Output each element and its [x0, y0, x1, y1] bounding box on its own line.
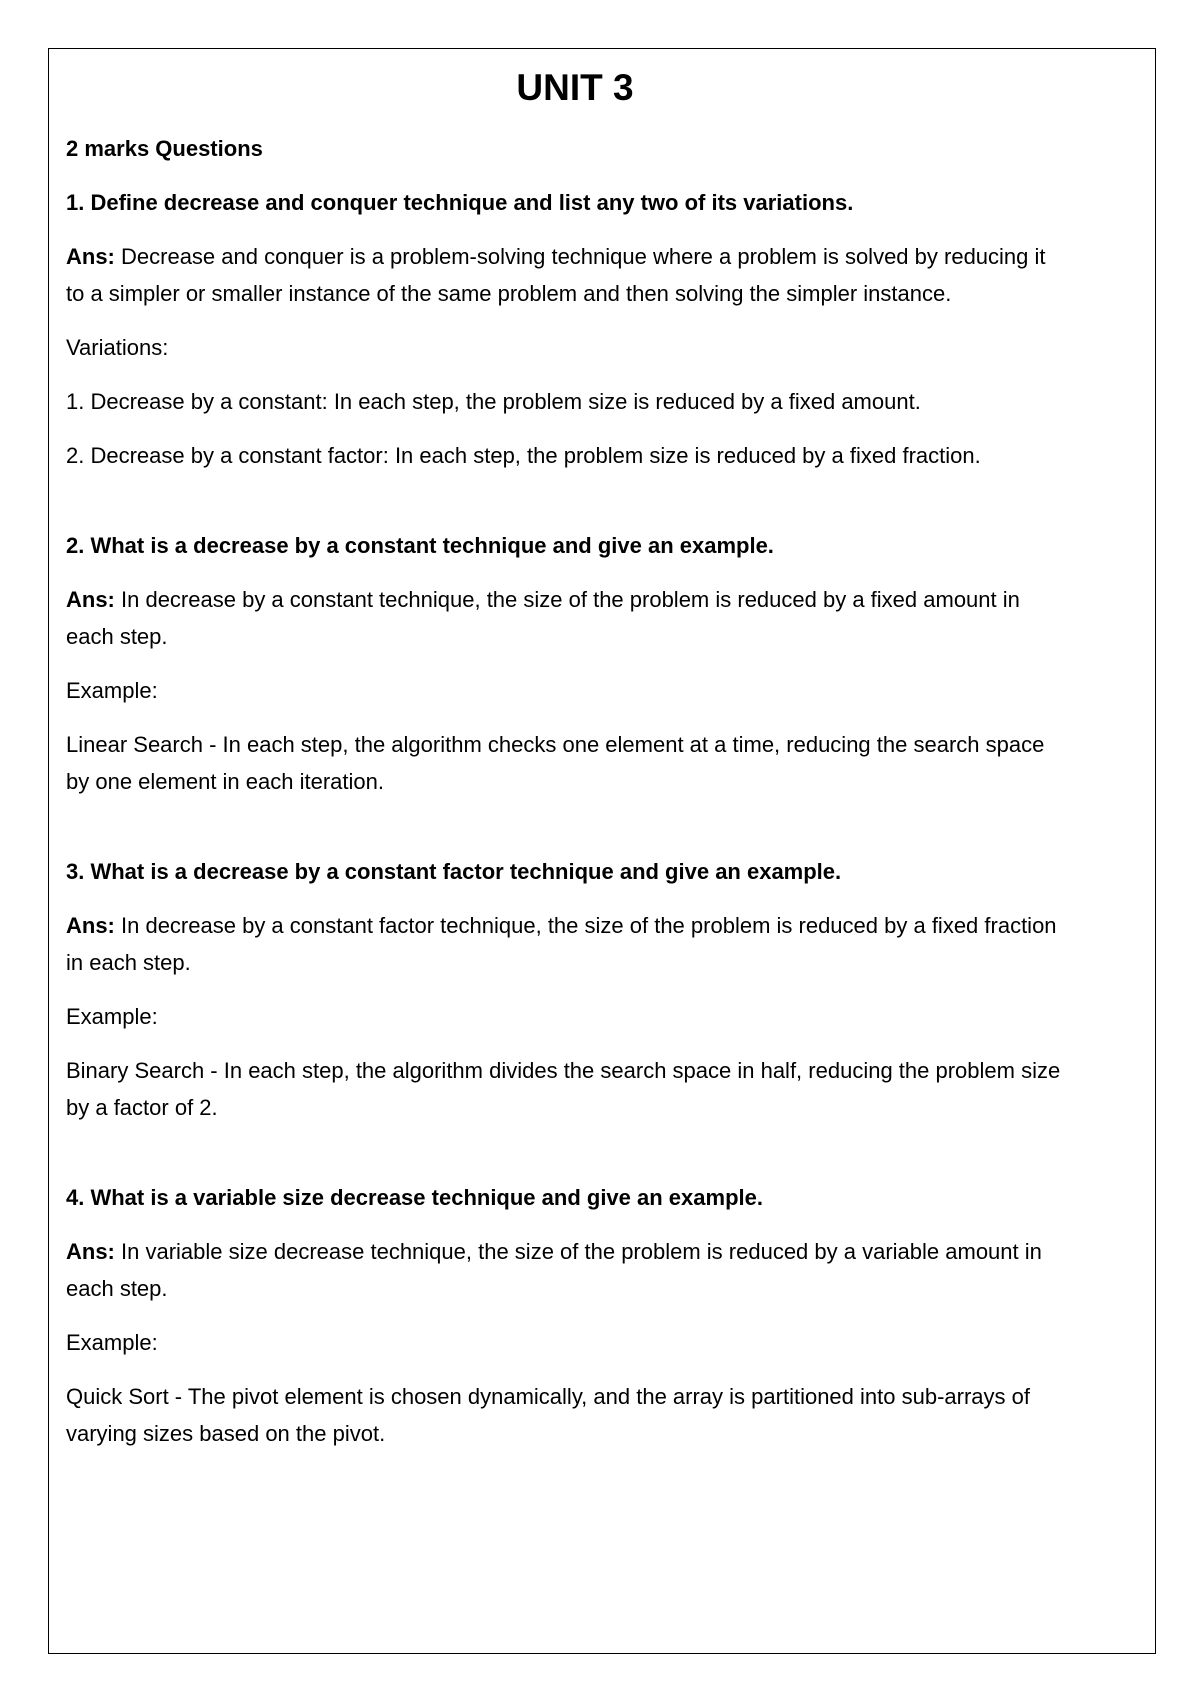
- example-label-4: Example:: [66, 1330, 158, 1355]
- question-3: 3. What is a decrease by a constant factor technique and give an example.: [66, 859, 842, 884]
- answer-1: [66, 238, 1066, 312]
- answer-label: Ans:: [66, 913, 115, 938]
- answer-4: [66, 1233, 1066, 1307]
- question-2: 2. What is a decrease by a constant technique and give an example.: [66, 533, 774, 558]
- variations-label: Variations:: [66, 335, 169, 360]
- example-label-2: Example:: [66, 678, 158, 703]
- question-4: 4. What is a variable size decrease technique and give an example.: [66, 1185, 763, 1210]
- spacer: [66, 491, 1066, 527]
- answer-label: Ans:: [66, 587, 115, 612]
- example-3: Binary Search - In each step, the algorithm divides the search space in half, reducing the problem size by a factor of 2.: [66, 1058, 1061, 1120]
- example-label-3: Example:: [66, 1004, 158, 1029]
- example-4: Quick Sort - The pivot element is chosen dynamically, and the array is partitioned into sub-arrays of varying sizes based on the pivot.: [66, 1384, 1030, 1446]
- variation-2: 2. Decrease by a constant factor: In each step, the problem size is reduced by a fixed fraction.: [66, 443, 981, 468]
- spacer: [66, 817, 1066, 853]
- answer-4-text: In variable size decrease technique, the size of the problem is reduced by a variable amount in each step.: [66, 1239, 1042, 1301]
- answer-2-text: In decrease by a constant technique, the size of the problem is reduced by a fixed amount in each step.: [66, 587, 1020, 649]
- page-title: UNIT 3: [516, 67, 634, 108]
- section-heading: 2 marks Questions: [66, 136, 263, 161]
- spacer: [66, 1143, 1066, 1179]
- answer-1-text: Decrease and conquer is a problem-solving technique where a problem is solved by reducing it to a simpler or smaller instance of the same problem and then solving the simpler instance.: [66, 244, 1046, 306]
- answer-label: Ans:: [66, 1239, 115, 1264]
- document-body: [66, 62, 1066, 1469]
- question-1: 1. Define decrease and conquer technique and list any two of its variations.: [66, 190, 854, 215]
- answer-3-text: In decrease by a constant factor technique, the size of the problem is reduced by a fixed fraction in each step.: [66, 913, 1057, 975]
- answer-3: [66, 907, 1066, 981]
- example-2: Linear Search - In each step, the algorithm checks one element at a time, reducing the search space by one element in each iteration.: [66, 732, 1045, 794]
- answer-label: Ans:: [66, 244, 115, 269]
- variation-1: 1. Decrease by a constant: In each step, the problem size is reduced by a fixed amount.: [66, 389, 921, 414]
- answer-2: [66, 581, 1066, 655]
